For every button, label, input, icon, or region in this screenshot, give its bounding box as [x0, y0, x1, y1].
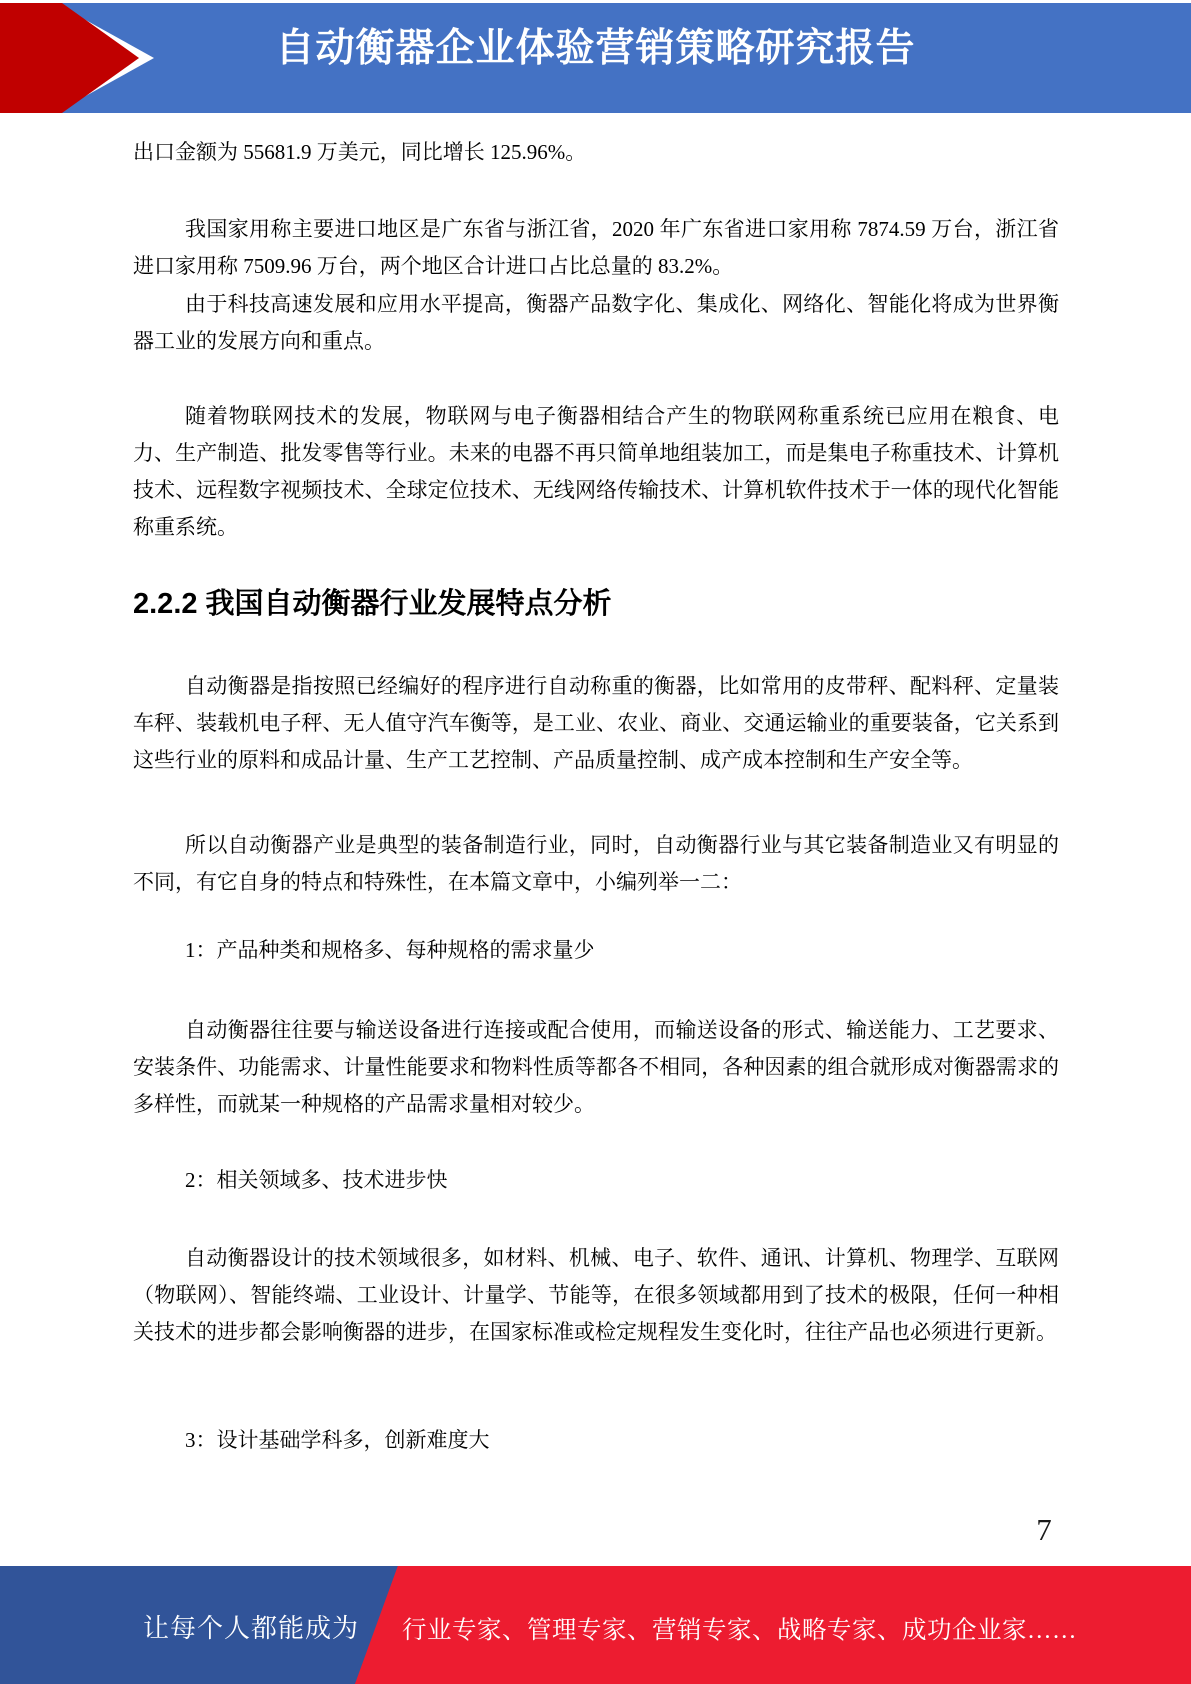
footer-slogan-right: 行业专家、管理专家、营销专家、战略专家、成功企业家…… — [402, 1617, 1077, 1644]
page-number: 7 — [1036, 1512, 1052, 1547]
body-paragraph: 我国家用称主要进口地区是广东省与浙江省，2020 年广东省进口家用称 7874.59 万台，浙江省进口家用称 7509.96 万台，两个地区合计进口占比总量的 83.2%。 — [133, 217, 1059, 278]
body-paragraph: 自动衡器设计的技术领域很多，如材料、机械、电子、软件、通讯、计算机、物理学、互联网（物联网）、智能终端、工业设计、计量学、节能等，在很多领域都用到了技术的极限，任何一种相关技术的进步都会影响衡器的进步，在国家标准或检定规程发生变化时，往往产品也必须进行更新。 — [133, 1246, 1059, 1344]
report-title: 自动衡器企业体验营销策略研究报告 — [275, 27, 916, 70]
body-paragraph: 自动衡器是指按照已经编好的程序进行自动称重的衡器，比如常用的皮带秤、配料秤、定量装车秤、装载机电子秤、无人值守汽车衡等，是工业、农业、商业、交通运输业的重要装备，它关系到这些行业的原料和成品计量、生产工艺控制、产品质量控制、成产成本控制和生产安全等。 — [133, 674, 1059, 772]
section-heading: 2.2.2 我国自动衡器行业发展特点分析 — [133, 588, 612, 620]
list-item-paragraph: 1：产品种类和规格多、每种规格的需求量少 — [185, 938, 595, 962]
body-paragraph: 自动衡器往往要与输送设备进行连接或配合使用，而输送设备的形式、输送能力、工艺要求、安装条件、功能需求、计量性能要求和物料性质等都各不相同，各种因素的组合就形成对衡器需求的多样性，而就某一种规格的产品需求量相对较少。 — [133, 1018, 1059, 1116]
body-paragraph: 随着物联网技术的发展，物联网与电子衡器相结合产生的物联网称重系统已应用在粮食、电力、生产制造、批发零售等行业。未来的电器不再只简单地组装加工，而是集电子称重技术、计算机技术、远程数字视频技术、全球定位技术、无线网络传输技术、计算机软件技术于一体的现代化智能称重系统。 — [133, 404, 1059, 539]
body-paragraph: 由于科技高速发展和应用水平提高，衡器产品数字化、集成化、网络化、智能化将成为世界衡器工业的发展方向和重点。 — [133, 292, 1059, 353]
footer-slogan-left: 让每个人都能成为 — [143, 1614, 360, 1643]
footer-banner — [0, 1566, 1191, 1684]
list-item-paragraph: 2：相关领域多、技术进步快 — [185, 1168, 448, 1192]
body-paragraph: 所以自动衡器产业是典型的装备制造行业，同时，自动衡器行业与其它装备制造业又有明显的不同，有它自身的特点和特殊性，在本篇文章中，小编列举一二： — [133, 833, 1059, 894]
list-item-paragraph: 3：设计基础学科多，创新难度大 — [185, 1428, 490, 1452]
body-paragraph: 出口金额为 55681.9 万美元，同比增长 125.96%。 — [133, 140, 587, 164]
header-banner — [0, 3, 1191, 113]
